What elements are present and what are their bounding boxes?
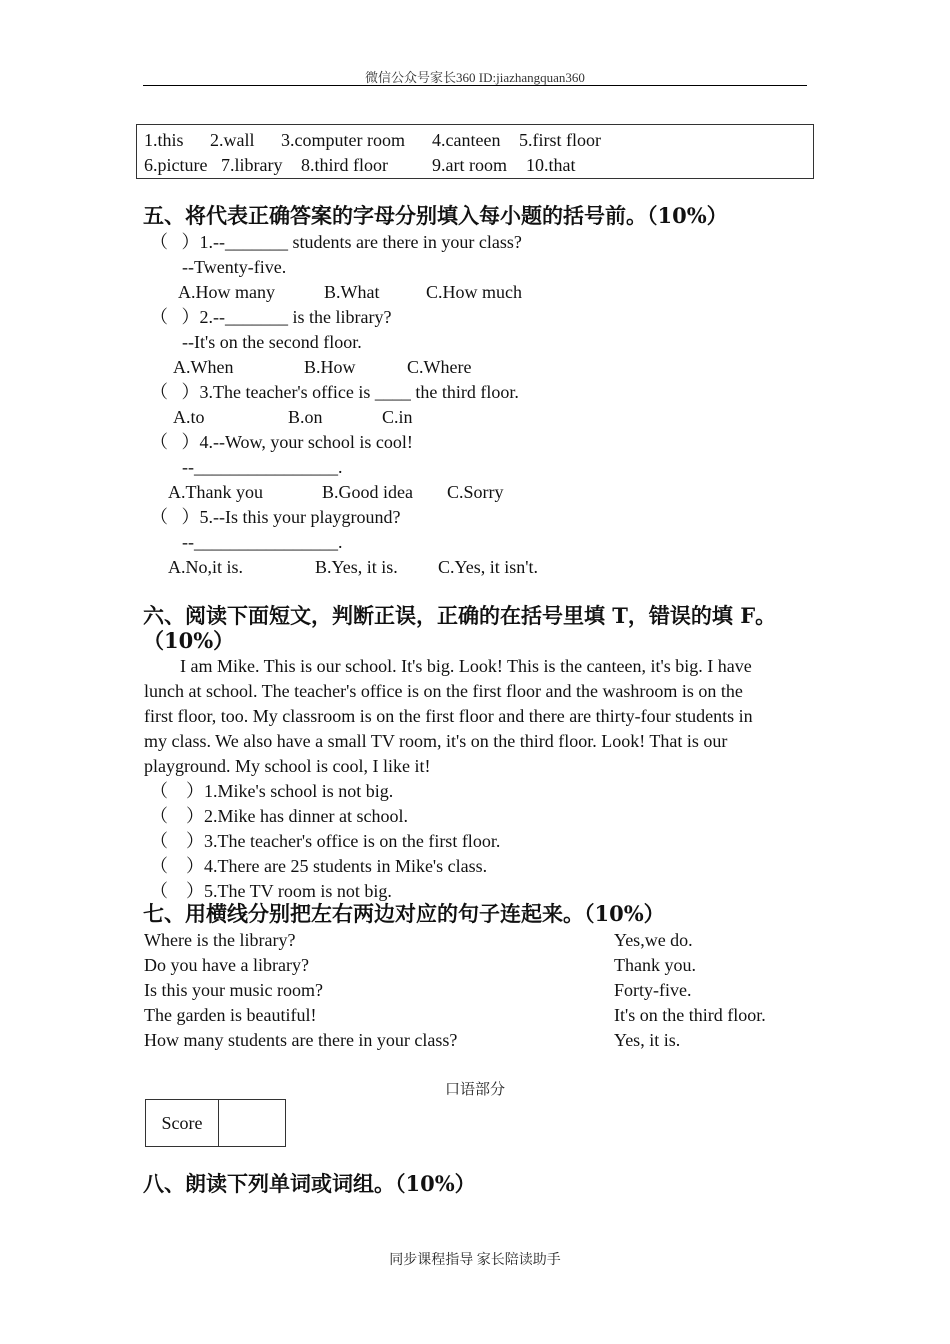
word-9: 9.art room: [432, 155, 507, 175]
match-right-4: It's on the third floor.: [614, 1005, 766, 1025]
score-label: Score: [146, 1100, 219, 1147]
tf-statement-2: （ ）2.Mike has dinner at school.: [150, 806, 408, 826]
s5-option-1a: A.How many: [178, 282, 275, 302]
s5-option-4c: C.Sorry: [447, 482, 504, 502]
section6-heading: 六、阅读下面短文，判断正误，正确的在括号里填 T，错误的填 F。: [143, 603, 777, 628]
s5-option-1c: C.How much: [426, 282, 522, 302]
score-blank-cell: [219, 1100, 286, 1147]
word-6: 6.picture: [144, 155, 208, 175]
s5-option-4b: B.Good idea: [322, 482, 413, 502]
passage-line-2: lunch at school. The teacher's office is on the first floor and the washroom is on the: [144, 681, 743, 701]
word-3: 3.computer room: [281, 130, 405, 150]
s5-option-2a: A.When: [173, 357, 234, 377]
s5-question-1: （ ）1.--_______ students are there in your class?: [150, 232, 522, 252]
s5-option-3b: B.on: [288, 407, 323, 427]
s5-option-5b: B.Yes, it is.: [315, 557, 398, 577]
match-right-1: Yes,we do.: [614, 930, 693, 950]
tf-statement-1: （ ）1.Mike's school is not big.: [150, 781, 394, 801]
s5-option-2c: C.Where: [407, 357, 472, 377]
word-8: 8.third floor: [301, 155, 388, 175]
s5-question-2: （ ）2.--_______ is the library?: [150, 307, 392, 327]
match-left-2: Do you have a library?: [144, 955, 309, 975]
s5-option-5a: A.No,it is.: [168, 557, 244, 577]
s5-question-3: （ ）3.The teacher's office is ____ the third floor.: [150, 382, 519, 402]
s5-reply-2: --It's on the second floor.: [182, 332, 362, 352]
word-5: 5.first floor: [519, 130, 601, 150]
section8-heading: 八、朗读下列单词或词组。（10%）: [143, 1171, 476, 1196]
word-4: 4.canteen: [432, 130, 501, 150]
section7-heading: 七、用横线分别把左右两边对应的句子连起来。（10%）: [143, 901, 665, 926]
passage-line-1: I am Mike. This is our school. It's big. Look! This is the canteen, it's big. I have: [144, 656, 752, 676]
match-right-5: Yes, it is.: [614, 1030, 681, 1050]
oral-section-title: 口语部分: [444, 1082, 505, 1098]
s5-option-5c: C.Yes, it isn't.: [438, 557, 538, 577]
word-1: 1.this: [144, 130, 184, 150]
passage-line-5: playground. My school is cool, I like it!: [144, 756, 431, 776]
s5-option-3c: C.in: [382, 407, 413, 427]
match-right-3: Forty-five.: [614, 980, 692, 1000]
tf-statement-5: （ ）5.The TV room is not big.: [150, 881, 392, 901]
s5-reply-5: --________________.: [182, 532, 343, 552]
tf-statement-3: （ ）3.The teacher's office is on the first floor.: [150, 831, 501, 851]
s5-reply-1: --Twenty-five.: [182, 257, 287, 277]
match-left-3: Is this your music room?: [144, 980, 323, 1000]
match-left-4: The garden is beautiful!: [144, 1005, 317, 1025]
s5-reply-4: --________________.: [182, 457, 343, 477]
section6-heading-percent: （10%）: [143, 628, 235, 653]
s5-option-2b: B.How: [304, 357, 356, 377]
tf-statement-4: （ ）4.There are 25 students in Mike's class.: [150, 856, 488, 876]
match-right-2: Thank you.: [614, 955, 696, 975]
match-left-1: Where is the library?: [144, 930, 296, 950]
s5-option-1b: B.What: [324, 282, 380, 302]
header-rule: [143, 85, 807, 86]
score-table: [145, 1099, 286, 1147]
s5-option-3a: A.to: [173, 407, 205, 427]
match-left-5: How many students are there in your class?: [144, 1030, 458, 1050]
section5-heading: 五、将代表正确答案的字母分别填入每小题的括号前。（10%）: [143, 203, 728, 228]
page-header: 微信公众号家长360 ID:jiazhangquan360: [365, 70, 585, 85]
word-7: 7.library: [221, 155, 283, 175]
s5-question-5: （ ）5.--Is this your playground?: [150, 507, 401, 527]
passage-line-3: first floor, too. My classroom is on the first floor and there are thirty-four students in: [144, 706, 753, 726]
passage-line-4: my class. We also have a small TV room, it's on the third floor. Look! That is our: [144, 731, 728, 751]
s5-question-4: （ ）4.--Wow, your school is cool!: [150, 432, 413, 452]
s5-option-4a: A.Thank you: [168, 482, 263, 502]
word-10: 10.that: [526, 155, 576, 175]
word-2: 2.wall: [210, 130, 255, 150]
page-footer: 同步课程指导 家长陪读助手: [389, 1253, 561, 1268]
